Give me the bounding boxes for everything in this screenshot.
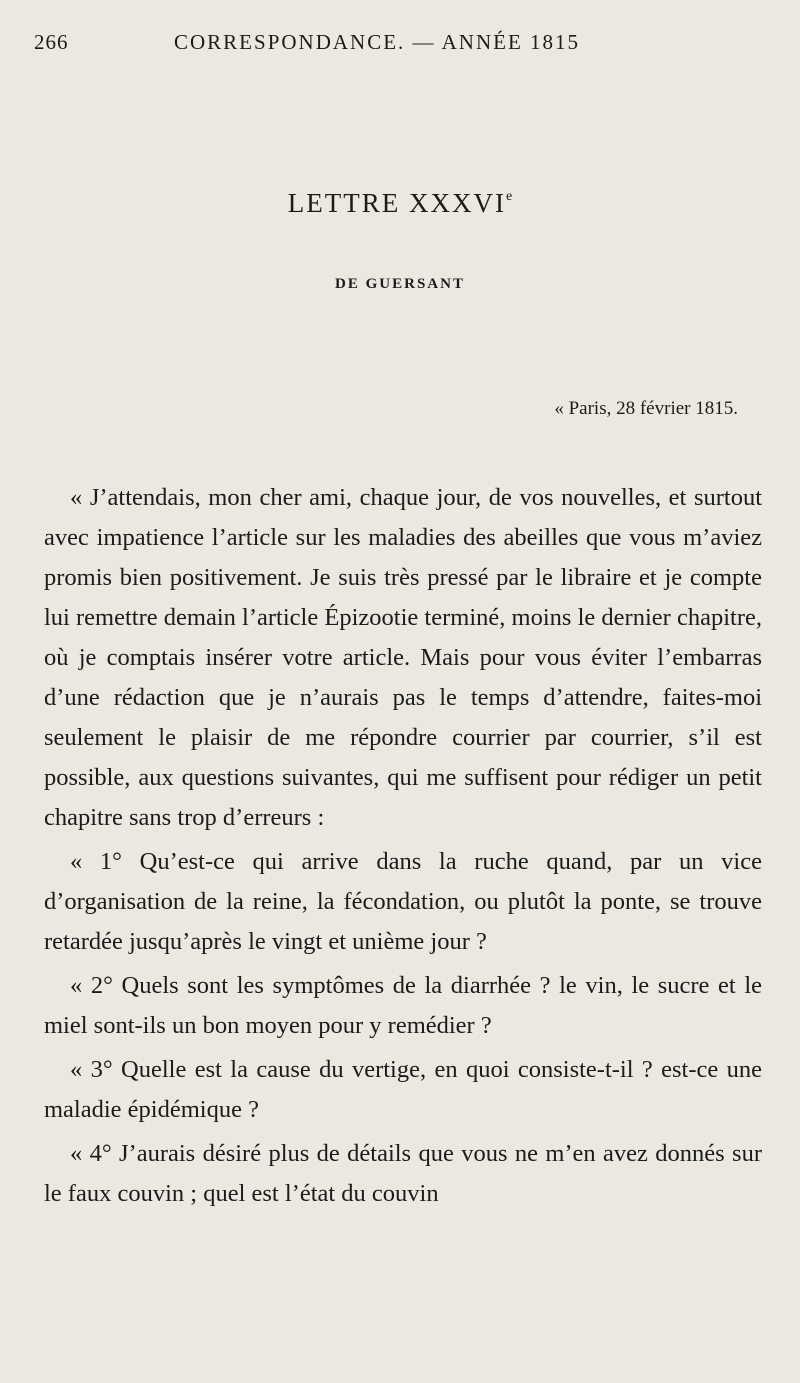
paragraph: « 1° Qu’est-ce qui arrive dans la ruche quand, par un vice d’organisation de la reine, la fécondation, ou plutôt la ponte, se trouve retardée jusqu’après le vingt et unième jour ? [44, 848, 762, 955]
letter-title [0, 188, 800, 219]
paragraph: « 4° J’aurais désiré plus de détails que vous ne m’en avez donnés sur le faux couvin ; quel est l’état du couvin [44, 1140, 762, 1207]
dateline: « Paris, 28 février 1815. [554, 398, 738, 419]
page-number: 266 [34, 30, 69, 54]
paragraph: « 3° Quelle est la cause du vertige, en quoi consiste-t-il ? est-ce une maladie épidémique ? [44, 1056, 762, 1123]
letter-title-suffix: e [506, 189, 513, 204]
paragraph: « J’attendais, mon cher ami, chaque jour, de vos nouvelles, et surtout avec impatience l’article sur les maladies des abeilles que vous m’aviez promis bien positivement. Je suis très pressé par le libraire et je compte lui remettre demain l’article Épizootie terminé, moins le dernier chapitre, où je comptais insérer votre article. Mais pour vous éviter l’embarras d’une rédaction que je n’aurais pas le temps d’attendre, faites-moi seulement le plaisir de me répondre courrier par courrier, s’il est possible, aux questions suivantes, qui me suffisent pour rédiger un petit chapitre sans trop d’erreurs : [44, 484, 762, 831]
running-title: CORRESPONDANCE. — ANNÉE 1815 [174, 30, 581, 54]
letter-title-text: LETTRE XXXVI [287, 188, 506, 218]
letter-body [44, 478, 762, 1214]
letter-author: DE GUERSANT [335, 276, 465, 292]
paragraph: « 2° Quels sont les symptômes de la diarrhée ? le vin, le sucre et le miel sont-ils un bon moyen pour y remédier ? [44, 972, 762, 1039]
